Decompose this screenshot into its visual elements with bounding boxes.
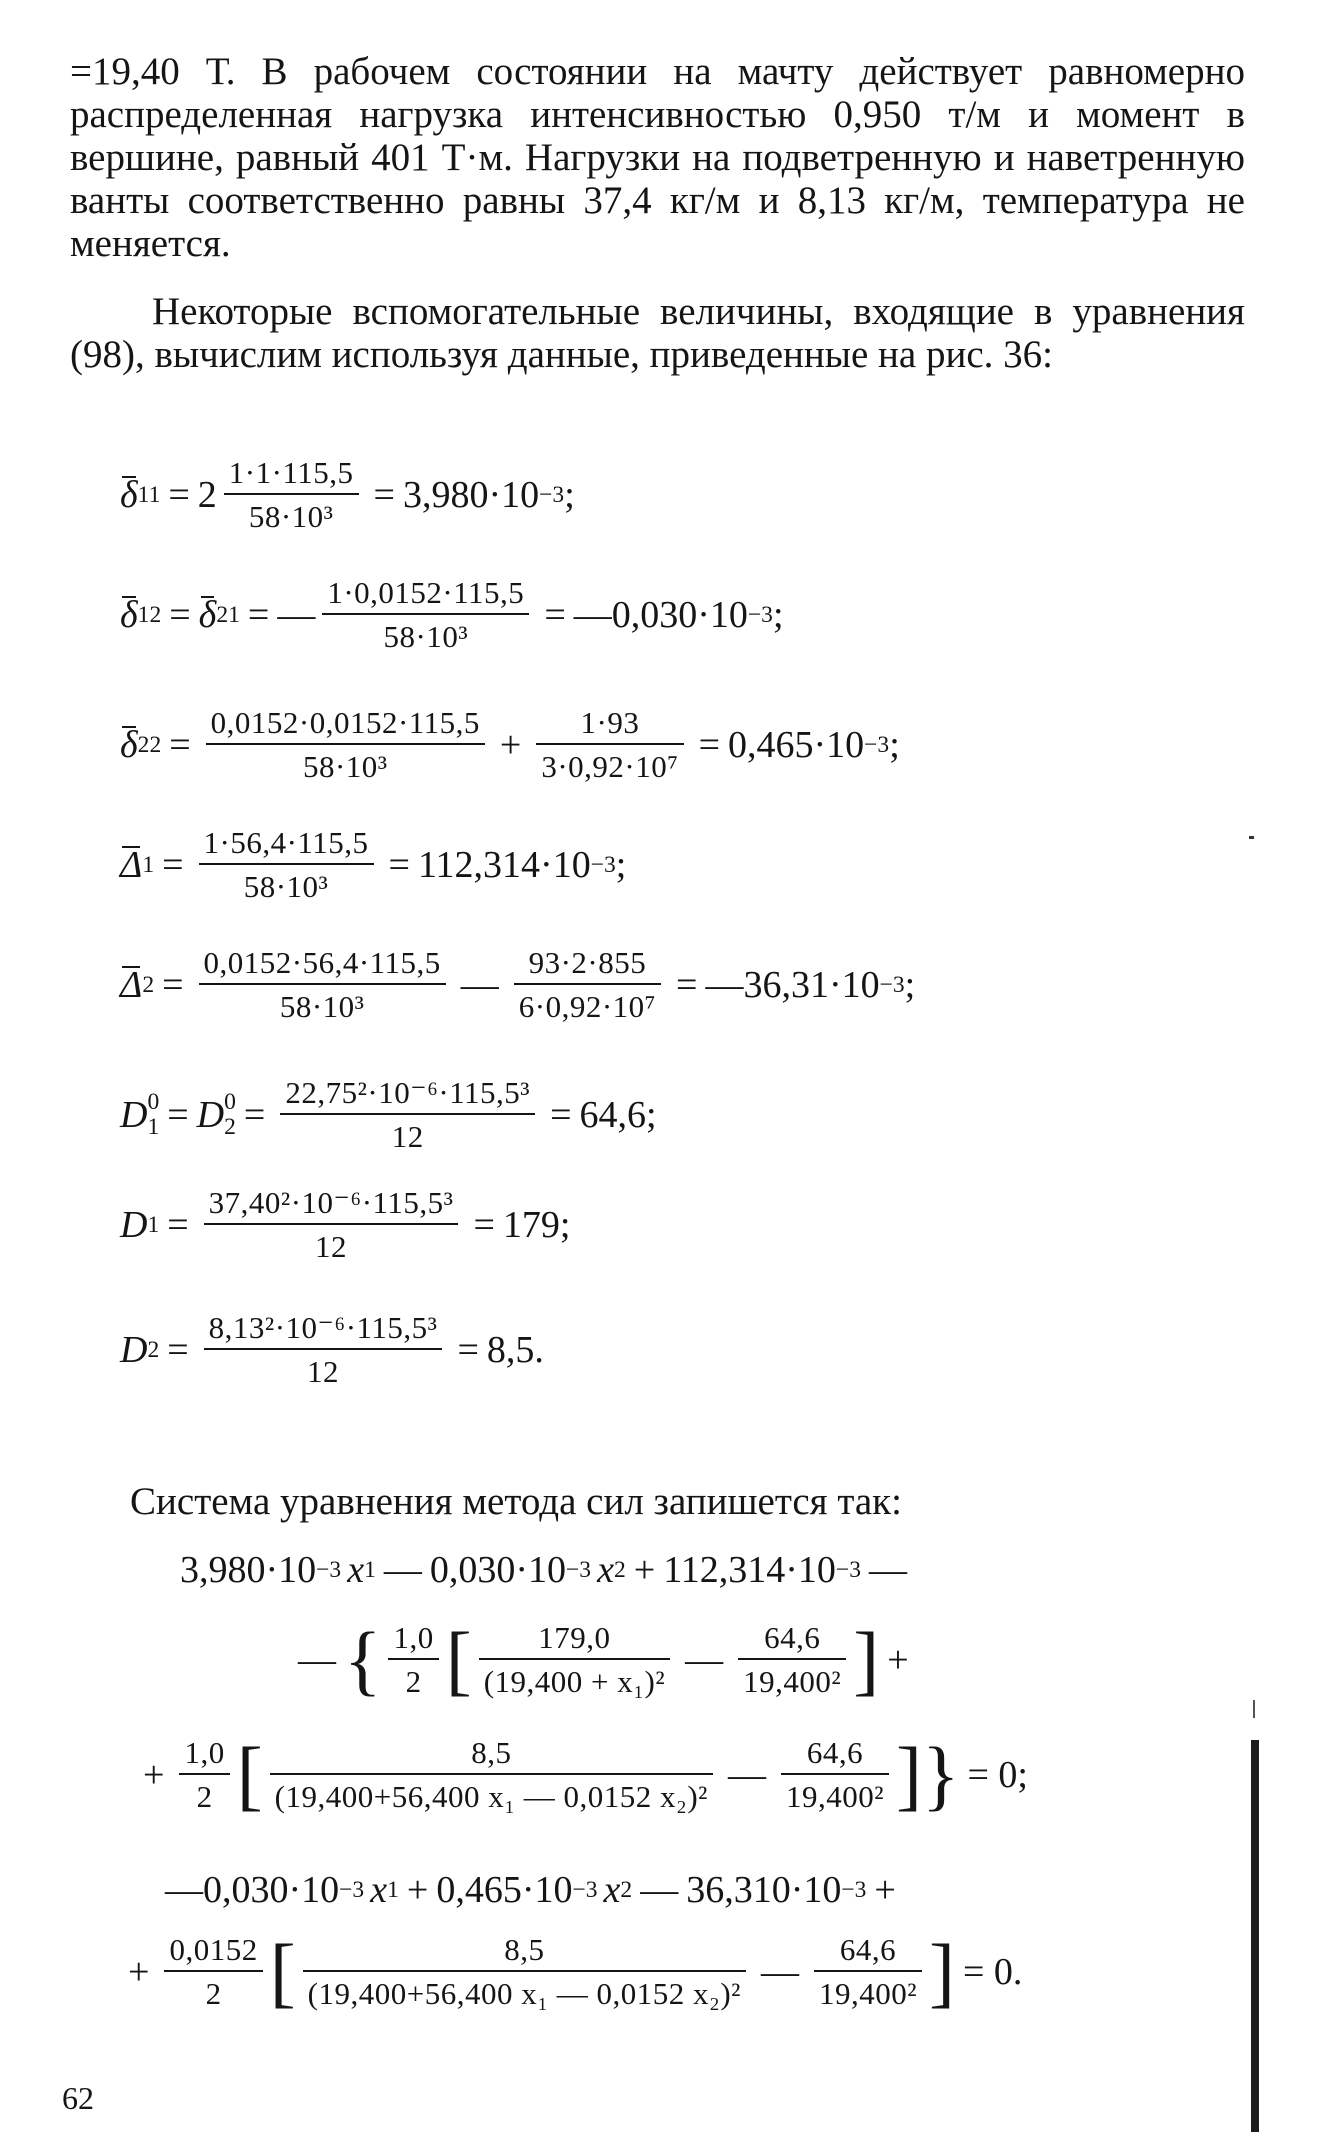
fraction: $\frac{\text{22,75²·10⁻⁶·115,5³}}{12}$	[280, 1075, 535, 1155]
fraction: $\frac{\text{37,40²·10⁻⁶·115,5³}}{12}$	[204, 1185, 459, 1265]
eq2-line-b: + $\frac{0,0152}{2}$ [ $\frac{8,5}{\text{(19,400+56,400 x₁ — 0,0152 x₂)²}}$ — $\frac{64,6}{\text{19,400²}}$ ] = 0.	[128, 1928, 1023, 2015]
intro-paragraph: =19,40 Т. В рабочем состоянии на мачту действует равномерно распределенная нагрузка интенсивностью 0,950 т/м и момент в вершине, равный 401 Т·м. Нагрузки на подветренную и наветренную ванты соответственно равны 37,4 кг/м и 8,13 кг/м, температура не меняется.	[70, 50, 1245, 265]
fraction: $\frac{93\cdot 2\cdot 855}{\text{6·0,92·10⁷}}$	[514, 945, 661, 1025]
fraction: $\frac{0,0152\cdot 0,0152\cdot 115,5}{\text{58·10³}}$	[206, 705, 485, 785]
eq1-line-a: 3,980·10 −3 x 1 — 0,030·10 −3 x 2 + 112,314·10 −3 —	[180, 1549, 907, 1591]
fraction: $\frac{0,0152\cdot 56,4\cdot 115,5}{\text{58·10³}}$	[199, 945, 446, 1025]
scan-speck	[1249, 836, 1254, 839]
fraction: $\frac{1\cdot 56,4\cdot 115,5}{\text{58·10³}}$	[199, 825, 374, 905]
page-number: 62	[62, 2080, 94, 2116]
fraction: $\frac{8,5}{\text{(19,400+56,400 x₁ — 0,0152 x₂)²}}$	[303, 1932, 746, 2012]
fraction: $\frac{1\cdot 93}{\text{3·0,92·10⁷}}$	[536, 705, 683, 785]
fraction: $\frac{1,0}{2}$	[179, 1735, 229, 1815]
formula-Delta-2: Δ 2 = $\frac{0,0152\cdot 56,4\cdot 115,5}{\text{58·10³}}$ — $\frac{93\cdot 2\cdot 855}{\text{6·0,92·10⁷}}$ = — 36,31·10 −3 ;	[120, 945, 916, 1024]
scan-edge-bar	[1251, 1740, 1259, 2132]
system-intro: Система уравнения метода сил запишется так:	[130, 1480, 902, 1523]
formula-delta-22: δ 22 = $\frac{0,0152\cdot 0,0152\cdot 115,5}{\text{58·10³}}$ + $\frac{1\cdot 93}{\text{3·0,92·10⁷}}$ = 0,465·10 −3 ;	[120, 705, 900, 784]
fraction: $\frac{8,5}{\text{(19,400+56,400 x₁ — 0,0152 x₂)²}}$	[270, 1735, 713, 1815]
formula-delta-11: δ 11 = 2 $\frac{1\cdot 1\cdot 115,5}{\text{58·10³}}$ = 3,980·10 −3 ;	[120, 455, 575, 534]
eq2-line-a: — 0,030·10 −3 x 1 + 0,465·10 −3 x 2 — 36,310·10 −3 +	[165, 1869, 896, 1911]
fraction: $\frac{1\cdot 0,0152\cdot 115,5}{\text{58·10³}}$	[322, 575, 529, 655]
fraction: $\frac{\text{8,13²·10⁻⁶·115,5³}}{12}$	[204, 1310, 443, 1390]
fraction: $\frac{64,6}{\text{19,400²}}$	[738, 1620, 846, 1700]
formula-D-1: D 1 = $\frac{\text{37,40²·10⁻⁶·115,5³}}{12}$ = 179;	[120, 1185, 571, 1264]
formula-D0: D 0 1 = D 0 2 = $\frac{\text{22,75²·10⁻⁶·115,5³}}{12}$ = 64,6;	[120, 1075, 657, 1154]
fraction: $\frac{1\cdot 1\cdot 115,5}{\text{58·10³}}$	[224, 455, 359, 535]
formula-D-2: D 2 = $\frac{\text{8,13²·10⁻⁶·115,5³}}{12}$ = 8,5.	[120, 1310, 544, 1389]
data-paragraph: Некоторые вспомогательные величины, входящие в уравнения (98), вычислим используя данные, приведенные на рис. 36:	[70, 290, 1245, 376]
fraction: $\frac{64,6}{\text{19,400²}}$	[814, 1932, 922, 2012]
eq1-line-c: + $\frac{1,0}{2}$ [ $\frac{8,5}{\text{(19,400+56,400 x₁ — 0,0152 x₂)²}}$ — $\frac{64,6}{\text{19,400²}}$ ]} = 0;	[143, 1731, 1028, 1818]
eq1-line-b: — { $\frac{1,0}{2}$ [ $\frac{179,0}{\text{(19,400 + x₁)²}}$ — $\frac{64,6}{\text{19,400²}}$ ] +	[298, 1616, 909, 1703]
fraction: $\frac{1,0}{2}$	[388, 1620, 438, 1700]
formula-delta-12: δ 12 = δ 21 = — $\frac{1\cdot 0,0152\cdot 115,5}{\text{58·10³}}$ = — 0,030·10 −3 ;	[120, 575, 784, 654]
fraction: $\frac{179,0}{\text{(19,400 + x₁)²}}$	[479, 1620, 670, 1700]
scan-tick-mark	[1253, 1700, 1255, 1718]
fraction: $\frac{0,0152}{2}$	[164, 1932, 262, 2012]
formula-Delta-1: Δ 1 = $\frac{1\cdot 56,4\cdot 115,5}{\text{58·10³}}$ = 112,314·10 −3 ;	[120, 825, 627, 904]
fraction: $\frac{64,6}{\text{19,400²}}$	[781, 1735, 889, 1815]
